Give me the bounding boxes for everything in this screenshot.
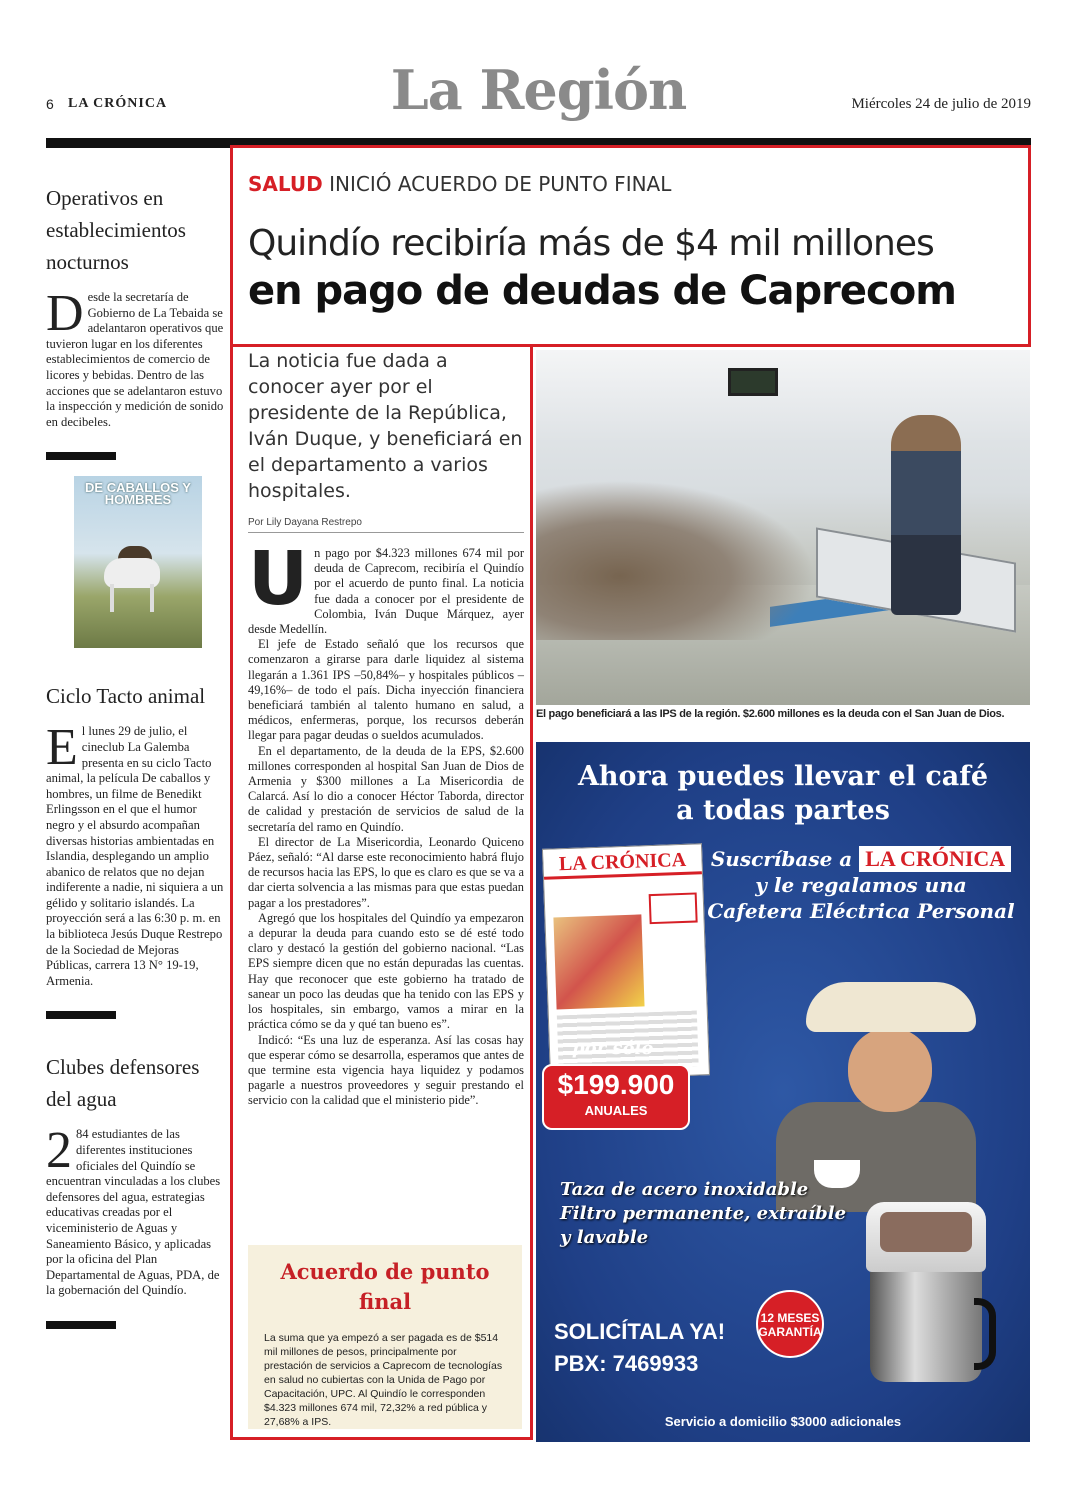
cover-photo bbox=[553, 914, 644, 1009]
poster-horse-legs bbox=[110, 584, 154, 612]
headline-line-1: Quindío recibiría más de $4 mil millones bbox=[248, 223, 934, 264]
brief-dropcap: D bbox=[46, 285, 84, 342]
badge-line-1: 12 MESES bbox=[760, 1311, 820, 1325]
cta-line-1: SOLICÍTALA YA! bbox=[554, 1319, 726, 1344]
feature-line-1: Taza de acero inoxidable bbox=[560, 1179, 809, 1200]
coffee-maker-pot bbox=[870, 1272, 982, 1382]
headline-line-2: en pago de deudas de Caprecom bbox=[248, 268, 956, 314]
issue-date: Miércoles 24 de julio de 2019 bbox=[851, 96, 1031, 112]
photo-ceiling bbox=[536, 350, 1030, 440]
brief-text: esde la secretaría de Gobierno de La Tebaida se adelantaron operativos que tuvieron lugar en los diferentes establecimientos de comercio de licores y bebidas. Dentro de las acciones que se adelantaron estuvo la inspección y medición de sonido en decibeles. bbox=[46, 290, 224, 429]
article-paragraph: En el departamento, de la deuda de la EPS, $2.600 millones corresponden al hospital San Juan de Dios de Armenia y $300 millones a La Misericordia de Calarcá. Así lo dio a conocer Héctor Taborda, director de calidad y prestación de servicios de salud de la secretaría del ramo en Quindío. bbox=[248, 743, 524, 834]
article-byline: Por Lily Dayana Restrepo bbox=[248, 517, 524, 533]
briefs-column bbox=[46, 152, 224, 1329]
subscribe-logo: LA CRÓNICA bbox=[859, 846, 1011, 872]
ad-features bbox=[560, 1178, 880, 1250]
price-amount: $199.900 bbox=[557, 1069, 675, 1100]
kicker-text: INICIÓ ACUERDO DE PUNTO FINAL bbox=[329, 172, 672, 196]
sidebar-box bbox=[248, 1245, 522, 1429]
ad-headline-line-1: Ahora puedes llevar el café bbox=[577, 761, 989, 792]
article-paragraph: Agregó que los hospitales del Quindío ya empezaron a depurar la deuda para cuando esto se dé esté todo claro y destacó la gestión del gobierno nacional. “Las EPS siempre dicen que no están depuradas las cuentas. Hay que reconocer que este gobierno ha tratado de sanear un poco las deudas que ha tenido con las EPS y los hospitales, sin embargo, vamos a mirar en la práctica cómo se da y qué tan bueno es”. bbox=[248, 910, 524, 1032]
hospital-photo bbox=[536, 350, 1030, 705]
man-face bbox=[848, 1028, 932, 1112]
feature-line-2: Filtro permanente, extraíble bbox=[560, 1203, 847, 1224]
subscribe-line-2: y le regalamos una bbox=[755, 873, 967, 897]
article-body bbox=[248, 536, 524, 1109]
cta-phone: PBX: 7469933 bbox=[554, 1351, 699, 1376]
photo-waiting-patients bbox=[536, 480, 816, 640]
ad-headline-line-2: a todas partes bbox=[676, 795, 890, 826]
sidebar-title: Acuerdo de punto final bbox=[280, 1259, 490, 1314]
ad-call-to-action bbox=[554, 1316, 725, 1380]
subscribe-prefix: Suscríbase a bbox=[710, 847, 853, 871]
man-with-hat-image bbox=[776, 982, 996, 1202]
man-hat bbox=[806, 982, 976, 1032]
kicker-tag: SALUD bbox=[248, 172, 323, 196]
photo-tv-screen bbox=[728, 368, 778, 396]
article-dropcap: U bbox=[248, 536, 309, 622]
section-divider bbox=[46, 452, 116, 460]
cover-masthead: LA CRÓNICA bbox=[543, 844, 702, 879]
cover-tag bbox=[649, 892, 698, 924]
price-tag bbox=[542, 1064, 690, 1130]
brief-title: Ciclo Tacto animal bbox=[46, 684, 206, 709]
brief-dropcap: 2 bbox=[46, 1122, 72, 1180]
ad-footer: Servicio a domicilio $3000 adicionales bbox=[664, 1414, 902, 1429]
brief-body bbox=[46, 285, 224, 430]
photo-caption: El pago beneficiará a las IPS de la región. $2.600 millones es la deuda con el San Juan de Dios. bbox=[536, 708, 1005, 720]
page-number: 6 bbox=[46, 96, 54, 112]
brief-text: l lunes 29 de julio, el cineclub La Galemba presenta en su ciclo Tacto animal, la película De caballos y hombres, un filme de Benedikt Erlingsson en el que el humor negro y el absurdo acompañan diversas historias ambientadas en Islandia, desplegando un amplio abanico de relatos que no dejan indiferente a nadie, ni siquiera a un gélido y solitario islandés. La proyección será a las 6:30 p. m. en la biblioteca Jesús Duque Restrepo de la Sociedad de Mejoras Públicas, carrera 13 N° 19-19, Armenia. bbox=[46, 724, 224, 988]
brief-dropcap: E bbox=[46, 719, 78, 777]
coffee-maker-band bbox=[880, 1212, 972, 1252]
warranty-badge bbox=[756, 1290, 824, 1358]
photo-orderly bbox=[891, 415, 961, 615]
brief-text: 84 estudiantes de las diferentes instituciones oficiales del Quindío se encuentran vinculadas a los clubes defensores del agua, estrategias educativas creadas por el viceministerio de Aguas y Saneamiento Básico, y aplicadas por la oficina del Plan Departamental de Aguas, PDA, de la gobernación del Quindío. bbox=[46, 1127, 221, 1298]
coffee-maker-handle bbox=[974, 1298, 996, 1370]
ad-subscribe-text bbox=[696, 846, 1026, 924]
article-kicker bbox=[248, 172, 671, 196]
ad-headline bbox=[536, 760, 1030, 828]
sidebar-body: La suma que ya empezó a ser pagada es de $514 mil millones de pesos, principalmente por prestación de servicios a Caprecom de tecnologías en salud no cubiertas con la Unida de Pago por Capacitación, UPC. Al Quindío le corresponden $4.323 millones 674 mil, 72,32% a red pública y 27,68% a IPS. bbox=[264, 1332, 503, 1428]
movie-poster-image bbox=[74, 476, 202, 648]
section-title: La Región bbox=[390, 58, 687, 122]
paragraph-text: n pago por $4.323 millones 674 mil por deuda de Caprecom, recibiría el Quindío por el acuerdo de punto final. La noticia fue dada a conocer por el presidente de Colombia, Iván Duque Márquez, ayer desde Medellín. bbox=[248, 546, 524, 637]
poster-title: DE CABALLOS Y HOMBRES bbox=[85, 480, 191, 508]
brief-body bbox=[46, 719, 224, 989]
article-paragraph: El director de La Misericordia, Leonardo Quiceno Páez, señaló: “Al darse este reconocimiento habrá flujo de recursos hacia las EPS, lo que es claro es que se va a dar cierta solvencia a las mismas para que estas puedan pagar a los prestadores”. bbox=[248, 834, 524, 910]
subscribe-line-3: Cafetera Eléctrica Personal bbox=[707, 899, 1015, 923]
brief-title: Clubes defensores del agua bbox=[46, 1055, 200, 1112]
brief-body bbox=[46, 1122, 224, 1299]
section-divider bbox=[46, 1011, 116, 1019]
coffee-maker-image bbox=[866, 1202, 996, 1392]
section-divider bbox=[46, 1321, 116, 1329]
badge-line-2: GARANTÍA bbox=[758, 1325, 822, 1339]
brief-title: Operativos en establecimientos nocturnos bbox=[46, 186, 186, 274]
ad-por-solo: por sólo bbox=[572, 1038, 654, 1059]
article-paragraph: El jefe de Estado señaló que los recursos que comenzaron a girarse para darle liquidez al sistema llegarán a 1.361 IPS –50,84%– y hospitales públicos –49,16%– de todo el país. Dicha inyección financiera beneficiará también al talento humano en salud, a médicos, enfermeras, porque, los recursos deberán llegar para pagar deudas o sueldos acumulados. bbox=[248, 637, 524, 743]
paper-name: LA CRÓNICA bbox=[68, 96, 168, 111]
price-period: ANUALES bbox=[584, 1103, 648, 1118]
feature-line-3: y lavable bbox=[560, 1227, 649, 1248]
article-paragraph: Indicó: “Es una luz de esperanza. Así las cosas hay que esperar cómo se desarrolla, esperamos que antes de que termine esta vigencia haya liquidez y podamos pagarle a nuestros proveedores y seguir prestando el servicio con la calidad que el ministerio pide”. bbox=[248, 1032, 524, 1108]
subscription-ad bbox=[536, 742, 1030, 1442]
article-deck: La noticia fue dada a conocer ayer por el presidente de la República, Iván Duque, y beneficiará en el departamento a varios hospitales. bbox=[248, 350, 523, 502]
article-paragraph bbox=[248, 536, 524, 637]
